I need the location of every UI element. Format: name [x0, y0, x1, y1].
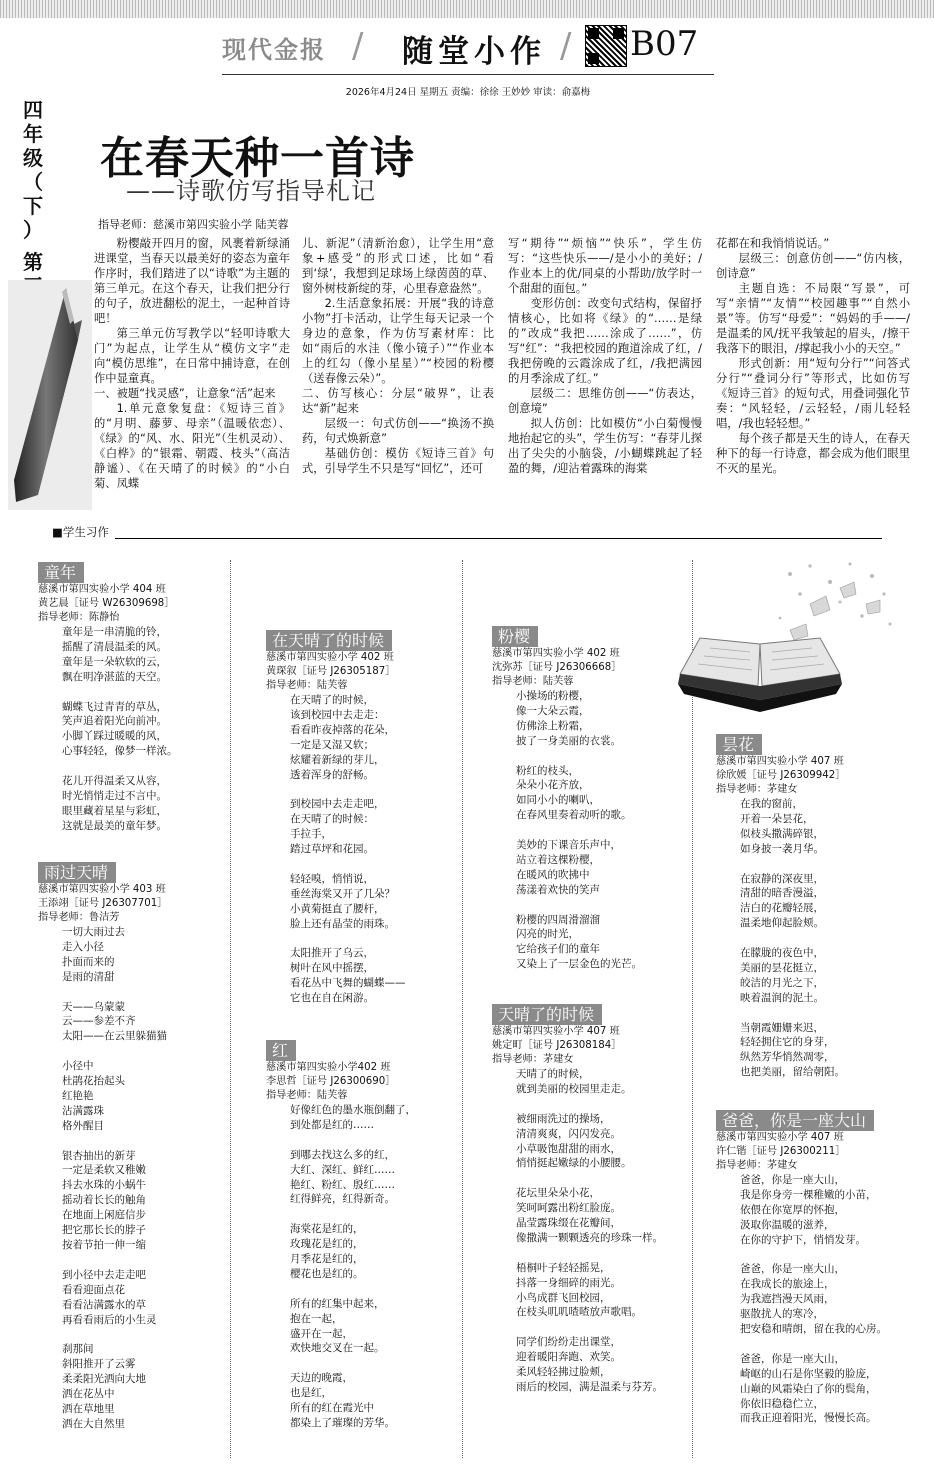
paragraph: 层级一：句式仿创——“换汤不换药，句式焕新意”	[302, 417, 494, 445]
poem-body	[38, 925, 226, 1432]
poem-line: 汲取你温暖的滋养，	[740, 1218, 835, 1231]
poem-line: 看看沾满露水的草	[62, 1298, 146, 1311]
poem-school: 慈溪市第四实验小学402 班	[266, 1062, 391, 1073]
poem-line: 都染上了璀璨的芳华。	[290, 1416, 395, 1429]
paragraph: 形式创新：用“短句分行”“问答式分行”“叠词分行”等形式，比如仿写《短诗三首》的短句式，用叠词强化节奏：“风轻轻，/云轻轻，/雨儿轻轻唱，/我也轻轻想。”	[716, 357, 910, 430]
poem-block	[492, 1004, 688, 1395]
poem-line: 朵朵小花齐放，	[516, 779, 590, 792]
article-byline: 指导老师：慈溪市第四实验小学 陆芙蓉	[98, 218, 289, 231]
poem-line: 抖去水珠的小蜗牛	[62, 1179, 146, 1192]
poem-line: 手拉手，	[290, 828, 332, 841]
poem-line	[62, 1134, 226, 1149]
poem-line: 天晴了的时候，	[516, 1068, 590, 1080]
poem-line: 它也在自在闲游。	[290, 992, 374, 1005]
poem-line	[290, 1207, 458, 1222]
poem-block	[266, 1040, 458, 1431]
poem-line: 在你的守护下，悄悄发芽。	[740, 1233, 866, 1246]
poem-line: 是雨的清甜	[62, 970, 115, 983]
poem-block	[38, 562, 226, 834]
poem-line: 飘在明净湛蓝的天空。	[62, 670, 167, 683]
poem-line: 童年是一串清脆的铃，	[62, 626, 167, 638]
poem-title: 昙花	[716, 734, 762, 755]
poem-line: 透着浑身的舒畅。	[290, 768, 374, 781]
poem-line: 驱散扰人的寒冷，	[740, 1308, 824, 1321]
poem-body	[266, 1103, 458, 1431]
poem-line	[62, 985, 226, 1000]
article-heading: 一、被题“找灵感”，让意象“活”起来	[94, 387, 276, 400]
poem-line	[740, 857, 912, 872]
section-rule	[58, 538, 882, 539]
poem-line	[740, 931, 912, 946]
header-rule	[222, 74, 714, 75]
poem-line	[516, 823, 688, 838]
poem-author: 黄琛叙［证号 J26305187］	[266, 666, 396, 677]
poem-line: 踏过草坪和花园。	[290, 843, 374, 856]
poem-line: 斜阳推开了云雾	[62, 1358, 136, 1371]
poem-line: 在我的窗前，	[740, 798, 803, 810]
poem-line: 你依旧稳稳伫立，	[740, 1397, 824, 1410]
poem-line: 晶莹露珠缀在花瓣间，	[516, 1217, 621, 1230]
poem-body	[492, 689, 688, 972]
poem-line: 到处都是红的……	[290, 1118, 374, 1131]
article-heading: 二、仿写核心：分层“破界”，让表达“新”起来	[302, 387, 494, 415]
poem-line: 也把美丽，留给朝阳。	[740, 1066, 845, 1079]
poem-line: 艳红、粉红、殷红……	[290, 1178, 395, 1191]
poem-author: 徐欣媛［证号 J26309942］	[716, 770, 846, 781]
poem-line: 看看迎面点花	[62, 1283, 125, 1296]
poem-line: 轻轻拥住它的身芽，	[740, 1036, 835, 1049]
poem-line: 被细雨洗过的操场，	[516, 1112, 611, 1125]
poem-line	[290, 1133, 458, 1148]
poem-line: 好像红色的墨水瓶倒翻了，	[290, 1104, 416, 1116]
poem-line: 梧桐叶子轻轻摇晃，	[516, 1261, 611, 1274]
paragraph: 1.单元意象复盘：《短诗三首》的“月明、藤萝、母亲”（温暖依恋）、《绿》的“风、水、阳光”（生机灵动）、《白桦》的“银霜、朝霞、枝头”（高洁静谧）、《在天晴了的时候》的“小白菊、凤蝶	[94, 402, 290, 490]
poem-body	[716, 797, 912, 1080]
poem-school: 慈溪市第四实验小学 407 班	[716, 1132, 844, 1143]
poem-line: 悄悄挺起嫩绿的小腰腰。	[516, 1157, 632, 1170]
poem-line: 海棠花是红的，	[290, 1223, 364, 1236]
poem-line: 爸爸，你是一座大山，	[740, 1352, 845, 1365]
poem-line: 就到美丽的校园里走走。	[516, 1082, 632, 1095]
poem-line: 仿佛涂上粉霜，	[516, 719, 590, 732]
poem-line: 小鸟成群飞回校园，	[516, 1291, 611, 1304]
poem-block	[716, 734, 912, 1080]
poem-line: 眼里藏着星星与彩虹，	[62, 804, 167, 817]
poem-line: 走入小径	[62, 940, 104, 953]
poem-line: 开着一朵昙花，	[740, 812, 814, 825]
poem-title: 爸爸，你是一座大山	[716, 1110, 874, 1131]
poem-line: 到小径中去走走吧	[62, 1268, 146, 1281]
poem-line	[516, 1246, 688, 1261]
poem-line: 小操场的粉樱，	[516, 690, 590, 702]
article-subtitle: ——诗歌仿写指导札记	[126, 177, 376, 205]
poem-line: 笑声追着阳光向前冲。	[62, 715, 167, 728]
poem-block	[38, 862, 226, 1432]
poem-line: 纵然芳华悄然凋零，	[740, 1051, 835, 1064]
poem-line: 小脚丫踩过暖暖的风，	[62, 730, 167, 743]
poem-title: 在天晴了的时候	[266, 630, 392, 651]
poem-line: 小径中	[62, 1060, 94, 1073]
article-title: 在春天种一首诗	[100, 133, 415, 184]
poem-line: 蝴蝶飞过青青的草丛，	[62, 700, 167, 713]
poem-line: 清清爽爽，闪闪发亮。	[516, 1127, 621, 1140]
poem-school: 慈溪市第四实验小学 402 班	[492, 648, 620, 659]
poem-line	[62, 1044, 226, 1059]
paragraph: 层级三：创意仿创——“仿内核，创诗意”	[716, 252, 910, 280]
poem-school: 慈溪市第四实验小学 407 班	[716, 756, 844, 767]
poem-line: 摇醒了清晨温柔的风。	[62, 640, 167, 653]
header-divider: /	[560, 26, 572, 66]
poem-line: 洁白的花瓣轻展，	[740, 902, 824, 915]
poem-line	[62, 1253, 226, 1268]
poem-line	[62, 1327, 226, 1342]
poem-line: 看看昨夜掉落的花朵，	[290, 723, 395, 736]
poem-block	[716, 1110, 912, 1426]
poem-line: 抖落一身细碎的雨光。	[516, 1276, 621, 1289]
paragraph: 基础仿创：模仿《短诗三首》句式，引导学生不只是写“回忆”，还可	[302, 447, 494, 475]
paragraph: 2.生活意象拓展：开展“我的诗意小物”打卡活动，让学生每天记录一个身边的意象，作为仿写素材库：比如“雨后的水洼（像小镜子）”“作业本上的红勾（像小星星）”“校园的粉樱（送春像云朵）”。	[302, 297, 494, 385]
poem-line	[290, 1356, 458, 1371]
poem-body	[492, 1067, 688, 1395]
poem-line: 清甜的暗香漫溢，	[740, 887, 824, 900]
poem-line: 它给孩子们的童年	[516, 943, 600, 956]
poem-line: 看花丛中飞舞的蝴蝶——	[290, 977, 406, 990]
poem-title: 雨过天晴	[38, 862, 116, 883]
poem-line: 在春风里奏着动听的歌。	[516, 809, 632, 822]
poem-line: 再看看雨后的小生灵	[62, 1313, 157, 1326]
article-column-3	[508, 236, 702, 476]
poem-line	[740, 1006, 912, 1021]
poem-line: 皎洁的月光之下，	[740, 976, 824, 989]
page-number: B07	[630, 24, 699, 64]
poem-line: 一切大雨过去	[62, 926, 125, 938]
poem-teacher: 指导老师：陆芙蓉	[492, 676, 574, 687]
poem-line: 脸上还有晶莹的雨珠。	[290, 917, 395, 930]
paragraph: 花都在和我悄悄说话。”	[716, 237, 830, 250]
poem-line: 云——参差不齐	[62, 1015, 136, 1028]
poem-line: 玫瑰花是红的，	[290, 1238, 364, 1251]
column-divider	[462, 560, 464, 1458]
article-column-2	[302, 236, 494, 476]
poem-line: 太阳推开了乌云，	[290, 947, 374, 960]
poem-line: 而我正迎着阳光，慢慢长高。	[740, 1412, 877, 1425]
poem-author: 王添翊［证号 J26307701］	[38, 898, 168, 909]
poem-title: 童年	[38, 562, 84, 583]
poem-line: 在枝头叽叽喳喳放声歌唱。	[516, 1306, 642, 1319]
poem-line: 荡漾着欢快的笑声	[516, 883, 600, 896]
poem-line: 所有的红集中起来，	[290, 1297, 385, 1310]
paragraph: 变形仿创：改变句式结构，保留抒情核心，比如将《绿》的“……是绿的”改成“我把……涂成了……”，仿写“红”：“我把校园的跑道涂成了红，/我把傍晚的云霞涂成了红，/我把满园的月季涂成了红。”	[508, 297, 702, 385]
poem-school: 慈溪市第四实验小学 403 班	[38, 884, 166, 895]
poem-body	[38, 625, 226, 834]
poem-line: 花儿开得温柔又从容，	[62, 775, 167, 788]
poem-line: 抱在一起，	[290, 1312, 343, 1325]
poem-line: 这就是最美的童年梦。	[62, 819, 167, 832]
grade-tag: 四 年 级 （ 下 ） 第	[23, 98, 43, 274]
poem-author: 李思哲［证号 J26300690］	[266, 1076, 396, 1087]
poem-line: 温柔地仰起脸颊。	[740, 917, 824, 930]
paragraph: 主题自选：不局限“写景”，可写“亲情”“友情”“校园趣事”“自然小景”等。仿写“母爱”：“妈妈的手——/是温柔的风/抚平我皱起的眉头，/擦干我落下的眼泪，/撑起我小小的天空。”	[716, 282, 910, 355]
poem-line: 银杏抽出的新芽	[62, 1149, 136, 1162]
poem-line: 柔柔阳光洒向大地	[62, 1373, 146, 1386]
poem-line: 我是你身旁一棵稚嫩的小苗，	[740, 1188, 877, 1201]
poem-line: 一定是柔软又稚嫩	[62, 1164, 146, 1177]
poem-body	[266, 693, 458, 1006]
poem-line: 把安稳和晴朗，留在我的心房。	[740, 1323, 887, 1336]
poem-line: 山巅的风霜染白了你的鬓角，	[740, 1382, 877, 1395]
paragraph: 第三单元仿写教学以“轻叩诗歌大门”为起点，让学生从“模仿文字”走向“模仿思维”，在日常中捕诗意，在创作中显童真。	[94, 327, 290, 385]
paragraph: 儿、新泥”（清新治愈），让学生用“意象+感受”的形式口述，比如“看到‘绿’，我想到足球场上绿茵茵的草、窗外树枝新绽的芽，心里春意盎然”。	[302, 237, 494, 295]
poem-teacher: 指导老师：陈静怡	[38, 612, 120, 623]
column-divider	[230, 560, 232, 1458]
poem-block	[492, 626, 688, 972]
poem-line: 在朦胧的夜色中，	[740, 947, 824, 960]
poem-line: 崎岖的山石是你坚毅的脸庞，	[740, 1367, 877, 1380]
poem-line: 时光悄悄走过不言中。	[62, 789, 167, 802]
poem-teacher: 指导老师：陆芙蓉	[266, 680, 348, 691]
poem-line: 刹那间	[62, 1343, 94, 1356]
poem-line: 同学们纷纷走出课堂，	[516, 1336, 621, 1349]
poem-line: 笑呵呵露出粉红脸庞。	[516, 1202, 621, 1215]
poem-line	[740, 1248, 912, 1263]
poem-line: 炫耀着新绿的芽儿，	[290, 753, 385, 766]
poem-line: 在暖风的吹拂中	[516, 868, 590, 881]
poem-school: 慈溪市第四实验小学 407 班	[492, 1026, 620, 1037]
poem-line: 像一大朵云霞，	[516, 704, 590, 717]
poem-school: 慈溪市第四实验小学 404 班	[38, 584, 166, 595]
poem-block	[266, 630, 458, 1006]
poem-line	[516, 1320, 688, 1335]
poem-line: 红艳艳	[62, 1089, 94, 1102]
paragraph: 写“期待”“烦恼”“快乐”，学生仿写：“这些快乐——/是小小的美好；/作业本上的优/同桌的小帮助/放学时一个甜甜的面包。”	[508, 237, 702, 295]
poem-line	[516, 749, 688, 764]
poem-title: 红	[266, 1040, 296, 1061]
header-meta: 2026年4月24日 星期五 责编：徐徐 王妙妙 审读：俞嘉梅	[345, 87, 591, 98]
poem-line: 太阳——在云里躲猫猫	[62, 1030, 167, 1043]
poem-line: 迎着暖阳奔跑、欢笑。	[516, 1351, 621, 1364]
poem-line: 欢快地交叉在一起。	[290, 1342, 385, 1355]
poem-line	[290, 1282, 458, 1297]
paragraph: 拟人仿创：比如模仿“小白菊慢慢地抬起它的头”，学生仿写：“春芽儿探出了尖尖的小脑袋，/小蝴蝶跳起了轻盈的舞，/迎沾着露珠的海棠	[508, 417, 702, 475]
poem-line: 杜鹃花抬起头	[62, 1075, 125, 1088]
poem-line: 童年是一朵软软的云，	[62, 655, 167, 668]
poem-line: 如同小小的喇叭，	[516, 794, 600, 807]
qr-code-icon[interactable]	[585, 25, 627, 67]
poem-teacher: 指导老师：鲁洁芳	[38, 912, 120, 923]
poem-teacher: 指导老师：陆芙蓉	[266, 1090, 348, 1101]
header-divider: /	[352, 26, 364, 66]
article-column-4	[716, 236, 910, 476]
poem-line	[516, 898, 688, 913]
poem-line: 粉红的枝头，	[516, 764, 579, 777]
poem-line: 在寂静的深夜里，	[740, 872, 824, 885]
poem-line: 当朝霞姗姗来迟，	[740, 1021, 824, 1034]
paragraph: 粉樱敲开四月的窗，风裹着新绿涌进课堂，当春天以最美好的姿态为童年作序时，我们踏进了以“诗歌”为主题的第三单元。在这个春天，让我们把分行的句子，放进翻松的泥土，一起种首诗吧！	[94, 237, 290, 325]
poem-line: 小黄菊挺直了腰杆，	[290, 902, 385, 915]
poem-line	[740, 1337, 912, 1352]
poem-line: 沾满露珠	[62, 1104, 104, 1117]
poem-line: 垂丝海棠又开了几朵？	[290, 887, 395, 900]
poem-line: 按着节拍一伸一缩	[62, 1238, 146, 1251]
poem-line: 把它那长长的脖子	[62, 1224, 146, 1237]
poem-line: 树叶在风中摇摆，	[290, 962, 374, 975]
poem-teacher: 指导老师：茅建女	[716, 784, 798, 795]
poem-line	[516, 1097, 688, 1112]
poem-teacher: 指导老师：茅建女	[716, 1160, 798, 1171]
poem-line: 站立着这棵粉樱，	[516, 853, 600, 866]
poem-line: 美丽的昙花挺立，	[740, 961, 824, 974]
poem-line: 在我成长的旅途上，	[740, 1278, 835, 1291]
article-column-1	[94, 236, 290, 491]
poem-line: 一定是又湿又软；	[290, 738, 374, 751]
poem-line: 在天晴了的时候：	[290, 813, 374, 826]
poem-title: 粉樱	[492, 626, 538, 647]
poem-line: 在天晴了的时候，	[290, 694, 374, 706]
poem-line: 月季花是红的，	[290, 1253, 364, 1266]
poem-line: 在地面上闲庭信步	[62, 1209, 146, 1222]
poem-line: 似枝头撒满碎银，	[740, 827, 824, 840]
poem-line: 又染上了一层金色的光芒。	[516, 958, 642, 971]
poem-author: 姚定町［证号 J26308184］	[492, 1040, 622, 1051]
poem-line: 雨后的校园，满是温柔与芬芳。	[516, 1380, 663, 1393]
poem-line: 该到校园中去走走：	[290, 708, 385, 721]
poem-school: 慈溪市第四实验小学 402 班	[266, 652, 394, 663]
poem-author: 沈弥苏［证号 J26306668］	[492, 662, 622, 673]
poem-line: 心事轻轻，像梦一样浓。	[62, 745, 178, 758]
poem-body	[716, 1173, 912, 1426]
section-name: 随堂小作	[402, 34, 546, 70]
poem-line: 轻轻嗅，悄悄说，	[290, 872, 374, 885]
poem-line	[62, 685, 226, 700]
poem-line	[290, 782, 458, 797]
poem-line: 如身披一袭月华。	[740, 842, 824, 855]
fountain-pen-illustration	[8, 280, 92, 510]
poem-line: 到哪去找这么多的红，	[290, 1148, 395, 1161]
paragraph: 每个孩子都是天生的诗人，在春天种下的每一行诗意，都会成为他们眼里不灭的星光。	[716, 432, 910, 475]
poem-line: 粉樱的四周滑溜溜	[516, 913, 600, 926]
poem-line: 所有的红在霞光中	[290, 1402, 374, 1415]
poem-line	[62, 759, 226, 774]
poem-line: 大红、深红、鲜红……	[290, 1163, 395, 1176]
poem-line: 天——乌蒙蒙	[62, 1000, 125, 1013]
poem-line: 爸爸，你是一座大山，	[740, 1174, 845, 1186]
poem-line: 洒在花丛中	[62, 1388, 115, 1401]
poem-line	[290, 857, 458, 872]
poem-line: 花坛里朵朵小花，	[516, 1187, 600, 1200]
paragraph: 层级二：思维仿创——“仿表达，创意境”	[508, 387, 702, 415]
poem-line	[516, 1171, 688, 1186]
poem-line: 到校园中去走走吧，	[290, 798, 385, 811]
poem-line: 为我遮挡漫天风雨，	[740, 1293, 835, 1306]
poem-line: 柔风轻轻拂过脸颊，	[516, 1366, 611, 1379]
poem-line: 扑面而来的	[62, 955, 115, 968]
poem-line: 美妙的下课音乐声中，	[516, 839, 621, 852]
poem-line: 披了一身美丽的衣裳。	[516, 734, 621, 747]
poem-line: 洒在大自然里	[62, 1417, 125, 1430]
poem-line: 也是红，	[290, 1387, 332, 1400]
poem-line: 小草吸饱甜甜的雨水，	[516, 1142, 621, 1155]
paper-name: 现代金报	[222, 36, 326, 64]
poem-teacher: 指导老师：茅建女	[492, 1054, 574, 1065]
poem-author: 黄艺晨［证号 W26309698］	[38, 598, 175, 609]
poem-title: 天晴了的时候	[492, 1004, 602, 1025]
poem-line: 闪亮的时光，	[516, 928, 579, 941]
poem-line: 洒在草地里	[62, 1402, 115, 1415]
poem-line: 天边的晚霞，	[290, 1372, 353, 1385]
poem-line: 爸爸，你是一座大山，	[740, 1263, 845, 1276]
poem-line: 像撒满一颗颗透亮的珍珠一样。	[516, 1231, 663, 1244]
section-label: ■学生习作	[52, 524, 115, 540]
poem-line: 依偎在你宽厚的怀抱，	[740, 1203, 845, 1216]
poem-line: 摇动着长长的触角	[62, 1194, 146, 1207]
poem-line: 红得鲜亮，红得新奇。	[290, 1193, 395, 1206]
poem-author: 许仁锴［证号 J26300211］	[716, 1146, 846, 1157]
poem-line: 格外醒目	[62, 1119, 104, 1132]
poem-line: 樱花也是红的。	[290, 1267, 364, 1280]
poem-line: 盛开在一起，	[290, 1327, 353, 1340]
poem-line	[290, 931, 458, 946]
poem-line: 映着温润的泥土。	[740, 991, 824, 1004]
top-texture-bar	[0, 0, 934, 18]
